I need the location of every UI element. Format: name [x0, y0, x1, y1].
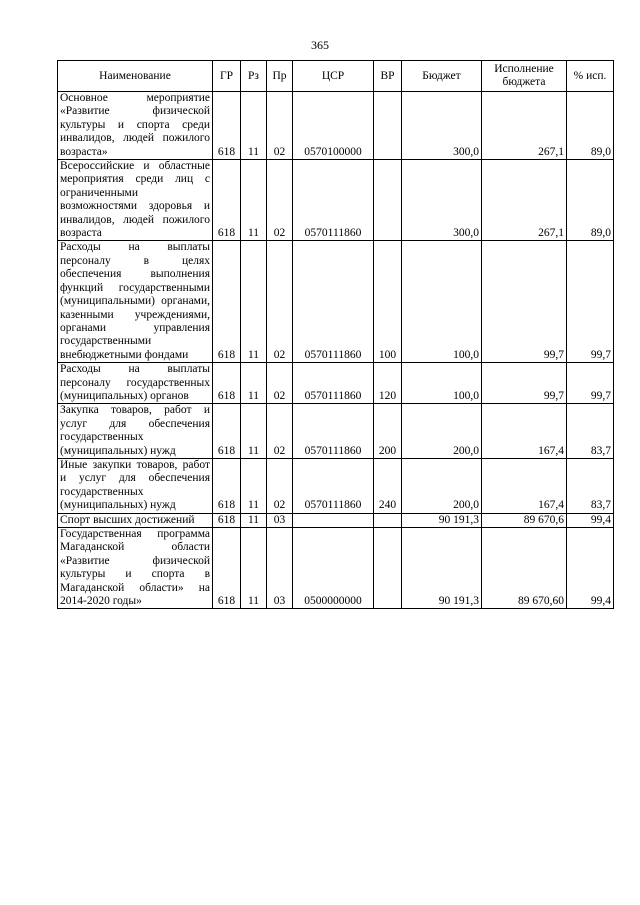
row-name: Государственная программа Магаданской области «Развитие физической культуры и спорта в Магаданской области» на 2014-2020 годы»	[58, 528, 213, 609]
row-percent: 99,7	[567, 241, 614, 363]
header-budget: Бюджет	[402, 61, 482, 92]
row-name: Всероссийские и областные мероприятия среди лиц с ограниченными возможностями здоровья и инвалидов, людей пожилого возраста	[58, 160, 213, 241]
row-gr: 618	[213, 363, 241, 404]
table-header-row	[58, 61, 614, 92]
row-gr: 618	[213, 92, 241, 160]
row-execution: 99,7	[482, 363, 567, 404]
table-row	[58, 528, 614, 609]
row-csr: 0570111860	[293, 363, 374, 404]
row-execution: 89 670,60	[482, 528, 567, 609]
row-vr	[374, 528, 402, 609]
row-budget: 200,0	[402, 458, 482, 513]
table-row	[58, 404, 614, 459]
table-row	[58, 363, 614, 404]
row-name: Иные закупки товаров, работ и услуг для обеспечения государственных (муниципальных) нужд	[58, 458, 213, 513]
row-rz: 11	[241, 363, 267, 404]
row-pr: 02	[267, 458, 293, 513]
row-gr: 618	[213, 528, 241, 609]
row-percent: 89,0	[567, 160, 614, 241]
row-execution: 167,4	[482, 458, 567, 513]
row-percent: 99,4	[567, 528, 614, 609]
row-csr: 0570111860	[293, 160, 374, 241]
table-row	[58, 92, 614, 160]
row-gr: 618	[213, 458, 241, 513]
row-name: Расходы на выплаты персоналу в целях обеспечения выполнения функций государственными (муниципальными) органами, казенными учреждениями, органами управления государственными внебюджетными фондами	[58, 241, 213, 363]
row-budget: 300,0	[402, 92, 482, 160]
header-percent: % исп.	[567, 61, 614, 92]
header-rz: Рз	[241, 61, 267, 92]
row-percent: 99,4	[567, 513, 614, 527]
row-rz: 11	[241, 458, 267, 513]
row-percent: 83,7	[567, 458, 614, 513]
row-budget: 100,0	[402, 241, 482, 363]
row-budget: 200,0	[402, 404, 482, 459]
row-rz: 11	[241, 160, 267, 241]
row-rz: 11	[241, 513, 267, 527]
row-execution: 167,4	[482, 404, 567, 459]
table-row	[58, 458, 614, 513]
row-csr: 0500000000	[293, 528, 374, 609]
table-row	[58, 160, 614, 241]
table-row	[58, 241, 614, 363]
row-csr: 0570111860	[293, 241, 374, 363]
row-rz: 11	[241, 404, 267, 459]
row-rz: 11	[241, 528, 267, 609]
row-budget: 90 191,3	[402, 513, 482, 527]
row-vr	[374, 160, 402, 241]
row-execution: 267,1	[482, 92, 567, 160]
header-vr: ВР	[374, 61, 402, 92]
row-csr: 0570111860	[293, 404, 374, 459]
row-execution: 89 670,6	[482, 513, 567, 527]
row-pr: 02	[267, 363, 293, 404]
row-vr: 100	[374, 241, 402, 363]
row-budget: 100,0	[402, 363, 482, 404]
budget-table	[57, 60, 614, 609]
row-gr: 618	[213, 160, 241, 241]
row-pr: 02	[267, 241, 293, 363]
table-row	[58, 513, 614, 527]
row-rz: 11	[241, 241, 267, 363]
header-csr: ЦСР	[293, 61, 374, 92]
row-name: Спорт высших достижений	[58, 513, 213, 527]
header-gr: ГР	[213, 61, 241, 92]
row-budget: 90 191,3	[402, 528, 482, 609]
header-pr: Пр	[267, 61, 293, 92]
row-vr	[374, 92, 402, 160]
row-pr: 03	[267, 528, 293, 609]
row-vr: 200	[374, 404, 402, 459]
row-pr: 03	[267, 513, 293, 527]
row-execution: 99,7	[482, 241, 567, 363]
row-percent: 99,7	[567, 363, 614, 404]
row-gr: 618	[213, 404, 241, 459]
row-name: Расходы на выплаты персоналу государственных (муниципальных) органов	[58, 363, 213, 404]
row-pr: 02	[267, 404, 293, 459]
header-execution: Исполнение бюджета	[482, 61, 567, 92]
row-pr: 02	[267, 92, 293, 160]
row-percent: 83,7	[567, 404, 614, 459]
row-vr: 240	[374, 458, 402, 513]
row-gr: 618	[213, 513, 241, 527]
row-csr: 0570100000	[293, 92, 374, 160]
row-csr: 0570111860	[293, 458, 374, 513]
row-pr: 02	[267, 160, 293, 241]
row-budget: 300,0	[402, 160, 482, 241]
row-gr: 618	[213, 241, 241, 363]
row-rz: 11	[241, 92, 267, 160]
row-csr	[293, 513, 374, 527]
row-vr	[374, 513, 402, 527]
page-number: 365	[311, 38, 329, 52]
row-vr: 120	[374, 363, 402, 404]
row-percent: 89,0	[567, 92, 614, 160]
header-name: Наименование	[58, 61, 213, 92]
row-name: Закупка товаров, работ и услуг для обеспечения государственных (муниципальных) нужд	[58, 404, 213, 459]
row-execution: 267,1	[482, 160, 567, 241]
row-name: Основное мероприятие «Развитие физической культуры и спорта среди инвалидов, людей пожилого возраста»	[58, 92, 213, 160]
